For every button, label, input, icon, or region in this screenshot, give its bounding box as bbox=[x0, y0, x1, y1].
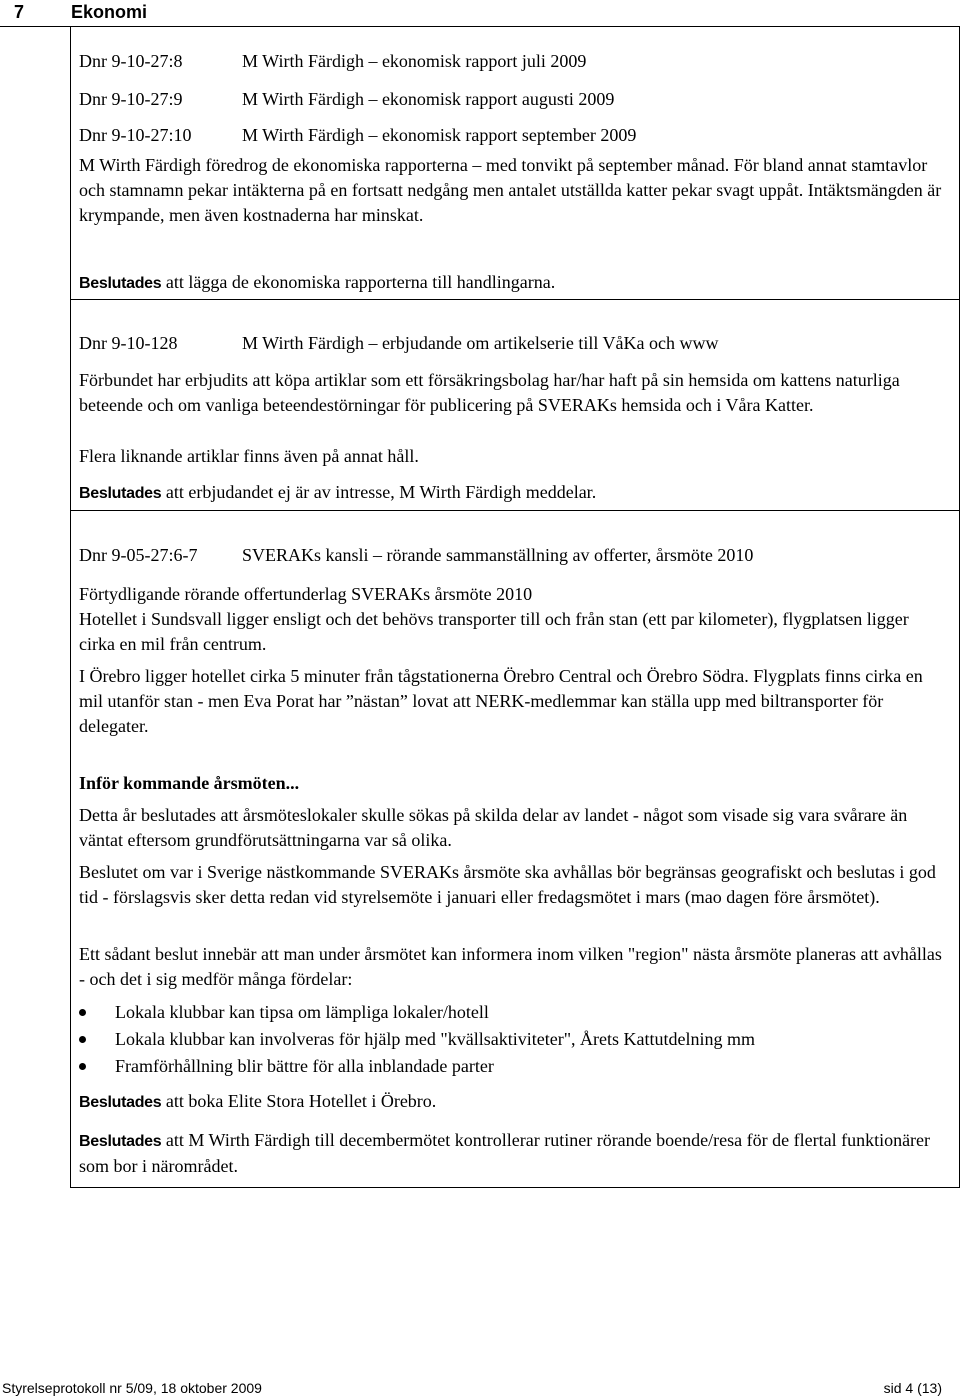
footer-document-title: Styrelseprotokoll nr 5/09, 18 oktober 2009 bbox=[2, 1380, 262, 1396]
report-paragraph: M Wirth Färdigh föredrog de ekonomiska rapporterna – med tonvikt på september månad. För bland annat stamtavlor och stamnamn pekar intäkterna på en fortsatt nedgång men antalet utställda katter pekar svagt uppåt. Intäktsmängden är krympande, men även kostnaderna har minskat. bbox=[79, 155, 942, 225]
list-item-text: Lokala klubbar kan tipsa om lämpliga lokaler/hotell bbox=[115, 1002, 489, 1022]
decision-line bbox=[79, 1128, 945, 1179]
paragraph-decision-timing: Beslutet om var i Sverige nästkommande SVERAKs årsmöte ska avhållas bör begränsas geografiskt och beslutas i god tid - förslagsvis sker detta redan vid styrelsemöte i januari eller fredagsmötet i mars (mao dagen före årsmötet). bbox=[79, 862, 936, 907]
section-title: Ekonomi bbox=[71, 2, 148, 22]
agenda-item bbox=[79, 543, 753, 568]
dnr-number: Dnr 9-05-27:6-7 bbox=[79, 545, 198, 565]
paragraph-benefits: Ett sådant beslut innebär att man under årsmötet kan informera inom vilken "region" nästa årsmöte planeras att avhållas - och det i sig medför många fördelar: bbox=[79, 944, 942, 989]
agenda-item-title: SVERAKs kansli – rörande sammanställning av offerter, årsmöte 2010 bbox=[242, 545, 754, 565]
section-heading: Inför kommande årsmöten... bbox=[79, 773, 300, 793]
page-footer bbox=[0, 1378, 960, 1400]
agenda-item-title: M Wirth Färdigh – ekonomisk rapport juli 2009 bbox=[242, 51, 587, 71]
decision-label: Beslutades bbox=[79, 1133, 162, 1150]
agenda-box-article-offer bbox=[70, 300, 960, 511]
sundsvall-paragraph: Hotellet i Sundsvall ligger ensligt och det behövs transporter till och från stan (ett par kilometer), flygplatsen ligger cirka en mil från centrum. bbox=[79, 609, 909, 654]
list-item-text: Framförhållning blir bättre för alla inblandade parter bbox=[115, 1056, 494, 1076]
paragraph-locations: Detta år beslutades att årsmöteslokaler skulle sökas på skilda delar av landet - något som visade sig vara svårare än väntat eftersom grundförutsättningarna var så olika. bbox=[79, 805, 908, 850]
agenda-item-title: M Wirth Färdigh – erbjudande om artikelserie till VåKa och www bbox=[242, 333, 719, 353]
agenda-item bbox=[79, 87, 614, 112]
agenda-box-economic-reports bbox=[70, 27, 960, 300]
offer-paragraph-2: Flera liknande artiklar finns även på annat håll. bbox=[79, 446, 419, 466]
dnr-number: Dnr 9-10-128 bbox=[79, 333, 178, 353]
agenda-item-title: M Wirth Färdigh – ekonomisk rapport augusti 2009 bbox=[242, 89, 615, 109]
section-number: 7 bbox=[14, 2, 25, 22]
bullet-icon bbox=[79, 1009, 86, 1016]
agenda-item bbox=[79, 123, 636, 148]
list-item bbox=[71, 1054, 755, 1081]
subtitle: Förtydligande rörande offertunderlag SVERAKs årsmöte 2010 bbox=[79, 584, 533, 604]
decision-label: Beslutades bbox=[79, 1094, 162, 1111]
agenda-item bbox=[79, 49, 586, 74]
decision-text: att lägga de ekonomiska rapporterna till handlingarna. bbox=[161, 272, 556, 292]
decision-label: Beslutades bbox=[79, 485, 162, 502]
footer-page-number: sid 4 (13) bbox=[883, 1380, 942, 1396]
agenda-box-annual-meeting bbox=[70, 511, 960, 1188]
list-item bbox=[71, 1000, 755, 1027]
decision-line bbox=[79, 270, 555, 296]
decision-text: att M Wirth Färdigh till decembermötet kontrollerar rutiner rörande boende/resa för de flertal funktionärer som bor i närområdet. bbox=[79, 1130, 931, 1176]
agenda-item-title: M Wirth Färdigh – ekonomisk rapport september 2009 bbox=[242, 125, 637, 145]
decision-text: att boka Elite Stora Hotellet i Örebro. bbox=[161, 1091, 437, 1111]
decision-line bbox=[79, 1089, 436, 1115]
agenda-item bbox=[79, 331, 719, 356]
dnr-number: Dnr 9-10-27:8 bbox=[79, 51, 183, 71]
decision-text: att erbjudandet ej är av intresse, M Wirth Färdigh meddelar. bbox=[161, 482, 597, 502]
orebro-paragraph: I Örebro ligger hotellet cirka 5 minuter från tågstationerna Örebro Central och Örebro Södra. Flygplats finns cirka en mil utanför stan - men Eva Porat har ”nästan” lovat att NERK-medlemmar kan ställa upp med biltransporter för delegater. bbox=[79, 666, 923, 736]
bullet-icon bbox=[79, 1036, 86, 1043]
list-item bbox=[71, 1027, 755, 1054]
decision-line bbox=[79, 480, 596, 506]
benefits-list bbox=[71, 1000, 755, 1081]
dnr-number: Dnr 9-10-27:9 bbox=[79, 89, 183, 109]
section-header bbox=[0, 0, 960, 26]
bullet-icon bbox=[79, 1063, 86, 1070]
decision-label: Beslutades bbox=[79, 275, 162, 292]
list-item-text: Lokala klubbar kan involveras för hjälp med "kvällsaktiviteter", Årets Kattutdelning mm bbox=[115, 1029, 756, 1049]
offer-paragraph: Förbundet har erbjudits att köpa artiklar som ett försäkringsbolag har/har haft på sin hemsida om kattens naturliga beteende och om vanliga beteendestörningar för publicering på SVERAKs hemsida och i Våra Katter. bbox=[79, 370, 900, 415]
dnr-number: Dnr 9-10-27:10 bbox=[79, 125, 192, 145]
